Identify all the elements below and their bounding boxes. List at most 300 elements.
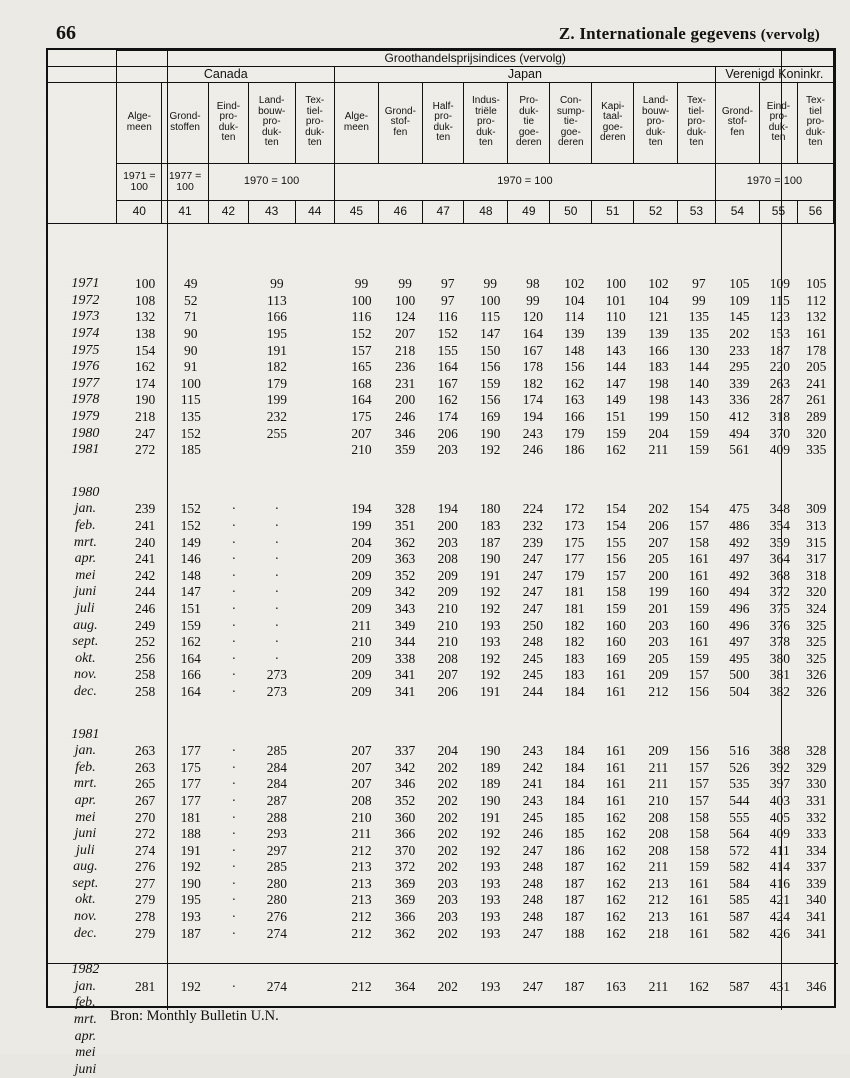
cell-48: 193 <box>480 617 501 633</box>
cell-40: 241 <box>134 518 156 534</box>
cell-42 <box>214 276 253 293</box>
cell-54 <box>718 485 762 502</box>
cell-44 <box>300 534 339 551</box>
cell-52 <box>637 1012 681 1029</box>
cell-40: 240 <box>134 534 156 550</box>
cell-45: 99 <box>354 276 369 292</box>
table-row-month <box>48 584 834 601</box>
cell-50: 166 <box>564 409 585 425</box>
cell-50: 187 <box>564 859 585 875</box>
cell-45 <box>340 1028 384 1045</box>
cell-48 <box>468 726 512 743</box>
cell-44 <box>300 995 339 1012</box>
cell-41 <box>167 1028 214 1045</box>
cell-49: 239 <box>522 534 543 550</box>
cell-51: 110 <box>606 309 626 325</box>
cell-46: 346 <box>395 776 416 792</box>
cell-45: 204 <box>351 534 372 550</box>
cell-47: 202 <box>437 809 458 825</box>
cell-46 <box>383 962 427 979</box>
cell-47 <box>427 1012 469 1029</box>
cell-56 <box>799 726 834 743</box>
col-head-53: Tex- tiel- pro- duk- ten <box>678 82 716 163</box>
cell-47: 203 <box>437 534 458 550</box>
table-row-month <box>48 551 834 568</box>
row-label: juli <box>76 842 95 858</box>
cell-46 <box>383 995 427 1012</box>
cell-42: · <box>231 875 237 891</box>
cell-54: 585 <box>729 892 750 908</box>
cell-50: 175 <box>564 534 585 550</box>
cell-43: 113 <box>267 292 287 308</box>
cell-44 <box>300 909 339 926</box>
cell-51: 154 <box>605 518 626 534</box>
row-label: mei <box>75 567 96 583</box>
row-label: 1979 <box>71 409 100 425</box>
cell-49: 245 <box>522 650 543 666</box>
cell-47: 202 <box>437 759 458 775</box>
row-label: okt. <box>75 892 96 908</box>
row-label: mrt. <box>73 1012 97 1028</box>
col-num-40: 40 <box>117 200 162 223</box>
cell-56: 132 <box>806 309 827 325</box>
table-row-month <box>48 979 834 996</box>
cell-52: 199 <box>648 409 669 425</box>
cell-55: 426 <box>769 925 791 941</box>
cell-52 <box>637 995 681 1012</box>
data-table <box>48 276 834 1078</box>
cell-54 <box>718 1028 762 1045</box>
cell-48: 147 <box>480 326 501 342</box>
cell-51 <box>595 962 637 979</box>
col-num-53: 53 <box>678 200 716 223</box>
row-label: 1980 <box>71 484 100 500</box>
cell-55: 414 <box>769 859 791 875</box>
cell-41 <box>167 962 214 979</box>
cell-54 <box>718 1012 762 1029</box>
cell-53: 161 <box>688 909 710 925</box>
cell-41: 166 <box>180 667 201 683</box>
cell-54: 105 <box>729 276 750 292</box>
cell-54: 202 <box>729 326 750 342</box>
cell-56 <box>799 995 834 1012</box>
cell-54 <box>718 726 762 743</box>
cell-44 <box>300 309 339 326</box>
cell-42: · <box>231 909 237 925</box>
cell-41: 185 <box>180 442 201 458</box>
cell-42: · <box>231 501 237 517</box>
cell-45: 165 <box>351 359 372 375</box>
cell-47: 209 <box>437 567 458 583</box>
col-num-45: 45 <box>335 200 379 223</box>
cell-53: 161 <box>688 892 710 908</box>
cell-50: 187 <box>564 892 585 908</box>
cell-53: 135 <box>688 309 710 325</box>
cell-42 <box>214 962 253 979</box>
cell-54: 494 <box>729 425 750 441</box>
cell-40: 244 <box>134 584 156 600</box>
cell-50: 183 <box>564 650 585 666</box>
cell-43: 280 <box>266 875 288 891</box>
cell-48: 99 <box>483 276 497 292</box>
cell-52: 211 <box>648 442 669 458</box>
cell-55: 403 <box>769 792 791 808</box>
cell-56: 328 <box>806 743 827 759</box>
cell-51: 149 <box>605 392 626 408</box>
cell-49 <box>512 726 554 743</box>
cell-56 <box>799 1062 834 1078</box>
page-title <box>559 24 820 44</box>
cell-45: 207 <box>351 759 372 775</box>
cell-44 <box>300 726 339 743</box>
cell-44 <box>300 667 339 684</box>
cell-46: 360 <box>395 809 416 825</box>
cell-45 <box>340 1062 384 1078</box>
row-spacer <box>48 942 834 962</box>
cell-40: 278 <box>134 909 156 925</box>
col-head-54: Grond- stof- fen <box>715 82 759 163</box>
cell-49: 178 <box>522 359 543 375</box>
cell-45 <box>340 962 384 979</box>
table-row-month <box>48 1062 834 1078</box>
cell-46 <box>383 485 427 502</box>
cell-41: 90 <box>184 342 198 358</box>
cell-46: 359 <box>395 442 416 458</box>
row-label: okt. <box>75 650 96 666</box>
cell-51: 169 <box>605 650 626 666</box>
cell-52: 212 <box>648 892 669 908</box>
cell-52 <box>637 962 681 979</box>
row-label: sept. <box>72 634 99 650</box>
cell-51: 158 <box>605 584 626 600</box>
cell-55 <box>761 485 798 502</box>
cell-52: 211 <box>648 978 669 994</box>
cell-45: 168 <box>351 375 372 391</box>
cell-40: 277 <box>134 875 156 891</box>
cell-53: 161 <box>688 551 710 567</box>
cell-50: 139 <box>564 326 585 342</box>
cell-44 <box>300 518 339 535</box>
cell-47: 208 <box>437 650 458 666</box>
cell-51 <box>595 485 637 502</box>
col-num-44: 44 <box>295 200 335 223</box>
cell-54 <box>718 1045 762 1062</box>
cell-45: 194 <box>351 501 372 517</box>
cell-46: 349 <box>395 617 416 633</box>
table-row-year-heading <box>48 726 834 743</box>
row-label: 1975 <box>71 342 100 358</box>
cell-43 <box>254 726 301 743</box>
cell-56: 315 <box>806 534 827 550</box>
cell-44 <box>300 962 339 979</box>
cell-43: 284 <box>266 776 288 792</box>
cell-51: 139 <box>605 326 626 342</box>
table-row-year <box>48 409 834 426</box>
cell-51: 160 <box>605 634 626 650</box>
base-40: 1971 = 100 <box>117 163 162 200</box>
cell-42: · <box>231 600 237 616</box>
cell-48: 192 <box>480 650 501 666</box>
cell-45: 213 <box>351 859 372 875</box>
cell-45 <box>340 995 384 1012</box>
cell-48: 156 <box>480 392 501 408</box>
cell-54: 500 <box>729 667 750 683</box>
cell-40: 190 <box>134 392 156 408</box>
cell-44 <box>300 979 339 996</box>
cell-47: 202 <box>437 978 458 994</box>
col-head-47: Half- pro- duk- ten <box>422 82 464 163</box>
cell-44 <box>300 1045 339 1062</box>
cell-51: 161 <box>605 792 626 808</box>
cell-55: 115 <box>770 292 790 308</box>
cell-49 <box>512 962 554 979</box>
cell-43: 179 <box>266 375 288 391</box>
cell-49 <box>512 1028 554 1045</box>
cell-55: 381 <box>769 667 791 683</box>
cell-52: 208 <box>648 842 669 858</box>
row-label: sept. <box>72 875 99 891</box>
cell-44 <box>300 876 339 893</box>
cell-56: 161 <box>806 326 827 342</box>
cell-40: 218 <box>134 409 156 425</box>
cell-53: 158 <box>688 842 710 858</box>
cell-43: 284 <box>266 759 288 775</box>
table-row-year <box>48 392 834 409</box>
cell-55 <box>761 726 798 743</box>
cell-42 <box>214 293 253 310</box>
col-num-47: 47 <box>422 200 464 223</box>
cell-48: 193 <box>480 859 501 875</box>
cell-46: 341 <box>395 667 416 683</box>
column-header-row <box>48 82 834 163</box>
cell-47: 202 <box>437 842 458 858</box>
cell-54: 497 <box>729 551 750 567</box>
cell-40: 100 <box>134 276 156 292</box>
cell-50: 156 <box>564 359 585 375</box>
cell-43: 285 <box>266 743 288 759</box>
table-row-year <box>48 425 834 442</box>
cell-46: 338 <box>395 650 416 666</box>
cell-47: 155 <box>437 342 458 358</box>
cell-50: 172 <box>564 501 585 517</box>
table-row-year <box>48 442 834 459</box>
cell-50: 182 <box>564 617 585 633</box>
table-row-month <box>48 925 834 942</box>
cell-43: 274 <box>266 925 288 941</box>
page-title-suffix: (vervolg) <box>760 27 820 43</box>
cell-51: 144 <box>605 359 626 375</box>
cell-45: 212 <box>351 978 372 994</box>
cell-53 <box>680 1028 717 1045</box>
cell-45: 100 <box>351 292 372 308</box>
cell-54: 412 <box>729 409 750 425</box>
cell-54: 336 <box>729 392 750 408</box>
cell-52: 209 <box>648 743 669 759</box>
cell-51: 161 <box>605 743 626 759</box>
cell-53: 143 <box>688 392 710 408</box>
col-num-55: 55 <box>759 200 797 223</box>
cell-42: · <box>231 518 237 534</box>
cell-40: 162 <box>134 359 156 375</box>
cell-43 <box>254 1045 301 1062</box>
cell-54: 475 <box>729 501 750 517</box>
cell-50: 173 <box>564 518 585 534</box>
cell-42: · <box>231 743 237 759</box>
row-label: feb. <box>75 518 96 534</box>
cell-52: 210 <box>648 792 669 808</box>
cell-49: 248 <box>522 875 543 891</box>
cell-56: 326 <box>806 667 827 683</box>
group-canada: Canada <box>117 66 335 82</box>
cell-46: 200 <box>395 392 416 408</box>
cell-48: 191 <box>480 567 501 583</box>
row-label: dec. <box>73 925 97 941</box>
cell-43: · <box>274 551 280 567</box>
cell-41 <box>167 1045 214 1062</box>
cell-43: · <box>274 501 280 517</box>
cell-49: 248 <box>522 892 543 908</box>
group-japan: Japan <box>335 66 716 82</box>
cell-41: 149 <box>180 534 201 550</box>
cell-44 <box>300 793 339 810</box>
cell-47: 194 <box>437 501 458 517</box>
cell-45: 209 <box>351 567 372 583</box>
cell-52: 209 <box>648 667 669 683</box>
cell-49: 247 <box>522 978 543 994</box>
cell-40: 274 <box>134 842 156 858</box>
cell-45: 209 <box>351 584 372 600</box>
cell-54: 495 <box>729 650 750 666</box>
col-head-52: Land- bouw- pro- duk- ten <box>634 82 678 163</box>
cell-46: 366 <box>395 909 416 925</box>
cell-47: 97 <box>440 276 455 292</box>
cell-40: 272 <box>134 442 156 458</box>
cell-47: 203 <box>437 909 458 925</box>
cell-46: 218 <box>395 342 416 358</box>
cell-52: 205 <box>648 551 669 567</box>
cell-42 <box>214 726 253 743</box>
cell-41: 177 <box>180 792 201 808</box>
cell-48 <box>468 1062 512 1078</box>
table-row-month <box>48 634 834 651</box>
cell-44 <box>300 1012 339 1029</box>
cell-53 <box>680 962 717 979</box>
cell-56 <box>799 1012 834 1029</box>
cell-50: 184 <box>564 776 585 792</box>
cell-53: 156 <box>688 743 710 759</box>
cell-40: 256 <box>134 650 156 666</box>
cell-49: 246 <box>522 826 543 842</box>
cell-46: 362 <box>395 534 416 550</box>
column-number-row <box>48 200 834 223</box>
cell-42: · <box>231 567 237 583</box>
table-row-year-heading <box>48 962 834 979</box>
cell-48: 192 <box>480 584 501 600</box>
cell-56 <box>799 1045 834 1062</box>
cell-48: 193 <box>480 875 501 891</box>
cell-45 <box>340 726 384 743</box>
cell-42: · <box>231 826 237 842</box>
cell-46 <box>383 1028 427 1045</box>
cell-46: 99 <box>398 276 412 292</box>
cell-56: 329 <box>806 759 827 775</box>
cell-48: 189 <box>480 776 501 792</box>
cell-55 <box>761 1028 798 1045</box>
cell-54: 492 <box>729 567 750 583</box>
cell-55: 370 <box>769 425 791 441</box>
cell-52: 213 <box>648 875 669 891</box>
cell-48: 169 <box>480 409 501 425</box>
cell-40: 138 <box>134 326 156 342</box>
table-row-year <box>48 359 834 376</box>
cell-48: 187 <box>480 534 501 550</box>
cell-41: 147 <box>180 584 201 600</box>
cell-42 <box>214 442 253 459</box>
cell-42: · <box>231 842 237 858</box>
cell-51: 143 <box>605 342 626 358</box>
cell-51: 161 <box>605 776 626 792</box>
cell-40: 108 <box>134 292 156 308</box>
cell-56: 337 <box>806 859 827 875</box>
cell-53: 158 <box>688 534 710 550</box>
cell-50: 179 <box>564 567 585 583</box>
table-row-month <box>48 617 834 634</box>
cell-42 <box>214 1062 253 1078</box>
cell-54: 496 <box>729 617 750 633</box>
col-head-46: Grond- stof- fen <box>378 82 422 163</box>
cell-48: 180 <box>480 501 501 517</box>
cell-47: 152 <box>437 326 458 342</box>
cell-47 <box>427 485 469 502</box>
cell-40: 239 <box>134 501 156 517</box>
cell-44 <box>300 809 339 826</box>
cell-47 <box>427 962 469 979</box>
cell-54: 516 <box>729 743 750 759</box>
cell-44 <box>300 501 339 518</box>
cell-49: 248 <box>522 634 543 650</box>
cell-47: 97 <box>440 292 455 308</box>
cell-49: 250 <box>522 617 543 633</box>
cell-42: · <box>231 584 237 600</box>
cell-52: 211 <box>648 859 669 875</box>
cell-40: 258 <box>134 683 156 699</box>
cell-46: 369 <box>395 875 416 891</box>
table-row-month <box>48 793 834 810</box>
cell-56: 105 <box>806 276 827 292</box>
cell-40 <box>123 726 168 743</box>
cell-55: 382 <box>769 683 791 699</box>
cell-46: 207 <box>395 326 416 342</box>
cell-49 <box>512 995 554 1012</box>
source-note: Bron: Monthly Bulletin U.N. <box>110 1008 279 1024</box>
cell-40: 267 <box>134 792 156 808</box>
cell-48 <box>468 1028 512 1045</box>
cell-48: 189 <box>480 759 501 775</box>
col-num-52: 52 <box>634 200 678 223</box>
cell-54 <box>718 962 762 979</box>
cell-47: 208 <box>437 551 458 567</box>
cell-50 <box>554 1028 596 1045</box>
cell-54: 564 <box>729 826 750 842</box>
cell-51: 161 <box>605 759 626 775</box>
cell-45: 175 <box>351 409 372 425</box>
cell-52: 204 <box>648 425 669 441</box>
cell-53: 158 <box>688 826 710 842</box>
row-label: mrt. <box>73 534 97 550</box>
cell-51: 162 <box>605 809 626 825</box>
cell-55: 263 <box>769 375 791 391</box>
cell-44 <box>300 359 339 376</box>
